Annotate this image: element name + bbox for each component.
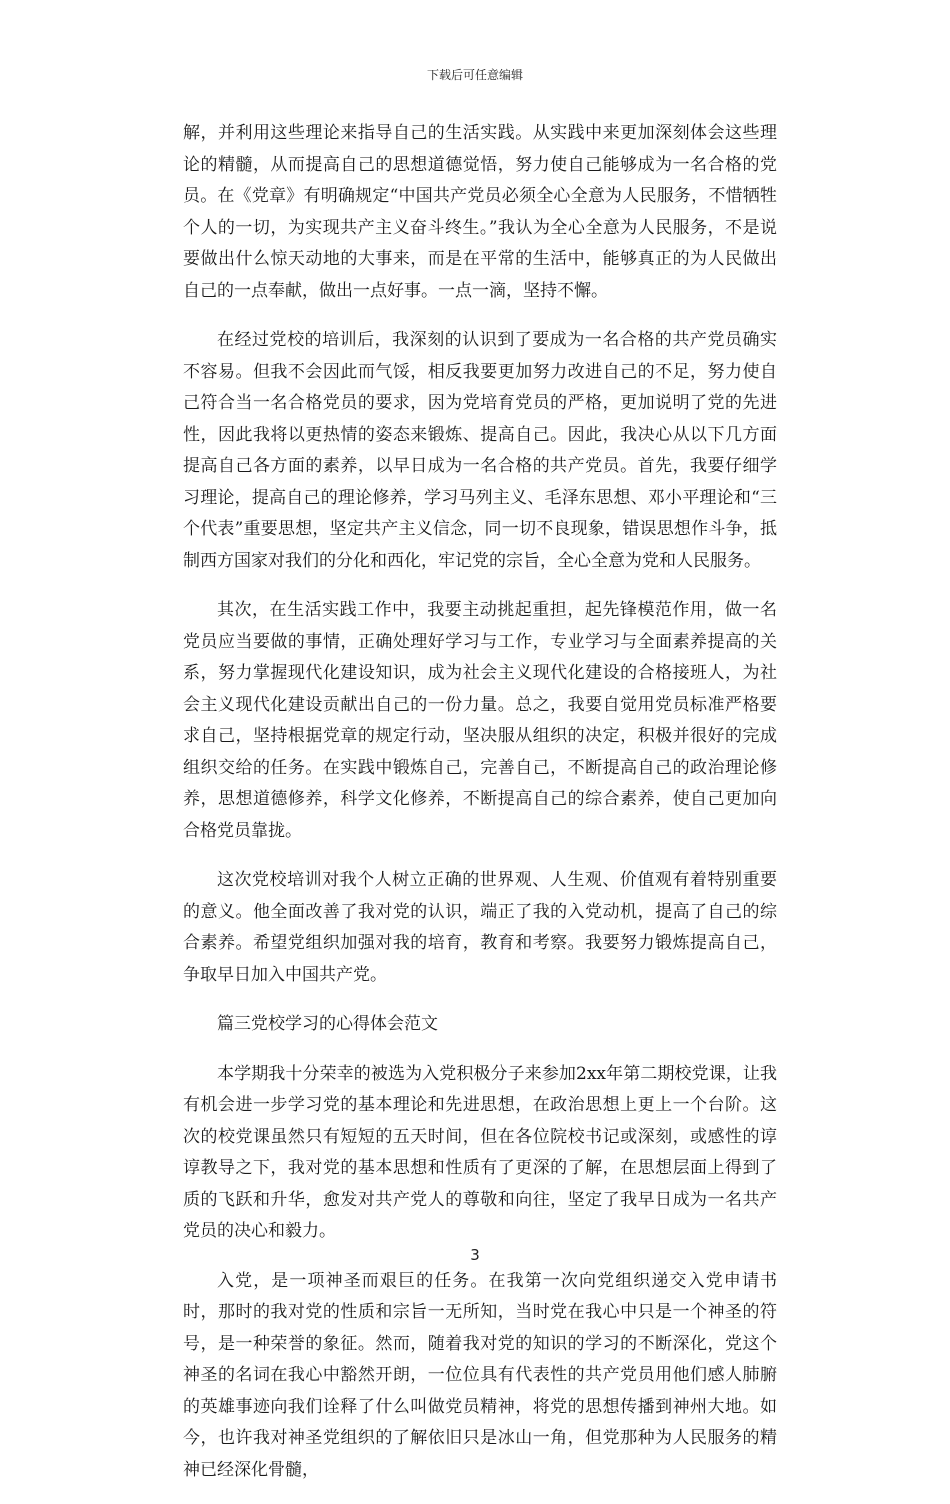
- section-heading: 篇三党校学习的心得体会范文: [217, 1014, 438, 1034]
- paragraph: 在经过党校的培训后，我深刻的认识到了要成为一名合格的共产党员确实不容易。但我不会因此而气馁，相反我要更加努力改进自己的不足，努力使自己符合当一名合格党员的要求，因为党培育党员的严格，更加说明了党的先进性，因此我将以更热情的姿态来锻炼、提高自己。因此，我决心从以下几方面提高自己各方面的素养，以早日成为一名合格的共产党员。首先，我要仔细学习理论，提高自己的理论修养，学习马列主义、毛泽东思想、邓小平理论和“三个代表”重要思想，坚定共产主义信念，同一切不良现象，错误思想作斗争，抵制西方国家对我们的分化和西化，牢记党的宗旨，全心全意为党和人民服务。: [183, 330, 777, 571]
- paragraph-continuation: 解，并利用这些理论来指导自己的生活实践。从实践中来更加深刻体会这些理论的精髓，从而提高自己的思想道德觉悟，努力使自己能够成为一名合格的党员。在《党章》有明确规定“中国共产党员必须全心全意为人民服务，不惜牺牲个人的一切，为实现共产主义奋斗终生。”我认为全心全意为人民服务，不是说要做出什么惊天动地的大事来，而是在平常的生活中，能够真正的为人民做出自己的一点奉献，做出一点好事。一点一滴，坚持不懈。: [183, 123, 777, 301]
- header-note: 下载后可任意编辑: [426, 68, 523, 82]
- paragraph: 这次党校培训对我个人树立正确的世界观、人生观、价值观有着特别重要的意义。他全面改善了我对党的认识，端正了我的入党动机，提高了自己的综合素养。希望党组织加强对我的培育，教育和考察。我要努力锻炼提高自己，争取早日加入中国共产党。: [183, 870, 777, 985]
- document-body: [183, 118, 777, 1504]
- page-number: 3: [470, 1246, 480, 1264]
- paragraph: 入党，是一项神圣而艰巨的任务。在我第一次向党组织递交入党申请书时，那时的我对党的性质和宗旨一无所知，当时党在我心中只是一个神圣的符号，是一种荣誉的象征。然而，随着我对党的知识的学习的不断深化，党这个神圣的名词在我心中豁然开朗，一位位具有代表性的共产党员用他们感人肺腑的英雄事迹向我们诠释了什么叫做党员精神，将党的思想传播到神州大地。如今，也许我对神圣党组织的了解依旧只是冰山一角，但党那种为人民服务的精神已经深化骨髓，: [183, 1270, 777, 1480]
- paragraph: 其次，在生活实践工作中，我要主动挑起重担，起先锋模范作用，做一名党员应当要做的事情，正确处理好学习与工作，专业学习与全面素养提高的关系，努力掌握现代化建设知识，成为社会主义现代化建设的合格接班人，为社会主义现代化建设贡献出自己的一份力量。总之，我要自觉用党员标准严格要求自己，坚持根据党章的规定行动，坚决服从组织的决定，积极并很好的完成组织交给的任务。在实践中锻炼自己，完善自己，不断提高自己的政治理论修养，思想道德修养，科学文化修养，不断提高自己的综合素养，使自己更加向合格党员靠拢。: [183, 600, 777, 841]
- paragraph: 本学期我十分荣幸的被选为入党积极分子来参加2xx年第二期校党课，让我有机会进一步学习党的基本理论和先进思想，在政治思想上更上一个台阶。这次的校党课虽然只有短短的五天时间，但在各位院校书记或深刻，或感性的谆谆教导之下，我对党的基本思想和性质有了更深的了解，在思想层面上得到了质的飞跃和升华，愈发对共产党人的尊敬和向往，坚定了我早日成为一名共产党员的决心和毅力。: [183, 1063, 777, 1241]
